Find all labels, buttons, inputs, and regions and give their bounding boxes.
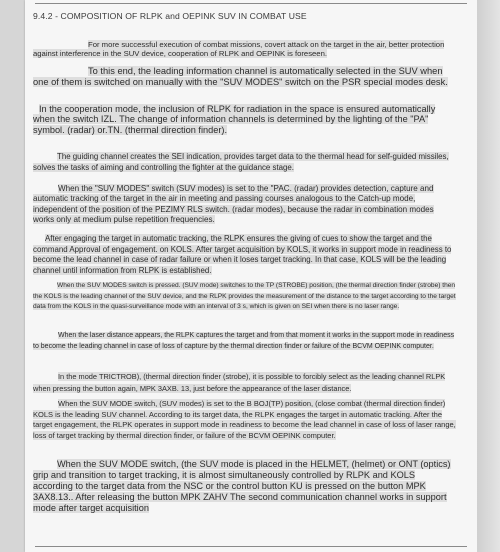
paragraph-3 — [33, 104, 457, 135]
top-rule — [35, 3, 467, 4]
bottom-rule — [35, 546, 467, 547]
paragraph-8 — [33, 330, 457, 352]
paragraph-6-text: After engaging the target in automatic tracking, the RLPK ensures the giving of cues to show the target and the command Approval of engagement. on KOLS. After target acquisition by KOLS, it works in support mode in readiness to become the lead channel in case of radar failure or when it loses target tracking. In that case, KOLS will be the leading channel until information from RLPK is established. — [33, 234, 452, 275]
paragraph-2 — [33, 66, 457, 89]
paragraph-1-text: For more successful execution of combat missions, covert attack on the target in the air, better protection against interference in the SUV device, cooperation of RLPK and OEPINK is foreseen. — [33, 40, 445, 58]
paragraph-10 — [33, 399, 457, 442]
paragraph-3-text: In the cooperation mode, the inclusion of RLPK for radiation in the space is ensured automatically when the switch IZL. The change of information channels is determined by the lighting of the "PA" symbol. (radar) or.TN. (thermal direction finder). — [33, 104, 436, 135]
paragraph-7 — [33, 281, 457, 313]
paragraph-4-text: The guiding channel creates the SEI indication, provides target data to the thermal head for self-guided missiles, solves the tasks of aiming and controlling the fighter at the guidance stage. — [33, 152, 449, 172]
paragraph-9 — [33, 371, 457, 394]
paragraph-11 — [33, 459, 457, 514]
paragraph-5 — [33, 184, 457, 226]
document-page — [25, 0, 477, 552]
section-heading: 9.4.2 - COMPOSITION OF RLPK and OEPINK SUV IN COMBAT USE — [33, 11, 307, 21]
paragraph-1 — [33, 40, 457, 58]
paragraph-4 — [33, 152, 457, 173]
paragraph-7-text: When the SUV MODES switch is pressed. (SUV mode) switches to the TP (STROBE) position, (the thermal direction finder (strobe) then the KOLS is the leading channel of the SUV device, and the RLPK provides the measurement of the distance to the target according to the target data from the KOLS in the quasi-surveillance mode with an interval of 3 s, which is given on SEI when there is no laser range. — [33, 282, 456, 311]
paragraph-11-text: When the SUV MODE switch, (the SUV mode is placed in the HELMET, (helmet) or ONT (optics) grip and transition to target tracking, it is almost simultaneously controlled by RLPK and KOLS according to the target data from the NSC or the control button KU is pressed on the button MPK 3AX8.13.. After releasing the button MPK ZAHV The second communication channel works in support mode after target acquisition — [33, 459, 451, 513]
paragraph-10-text: When the SUV MODE switch, (SUV modes) is set to the B BOJ(TP) position, (close combat (thermal direction finder) KOLS is the leading SUV channel. According to its target data, the RLPK engages the target in automatic tracking. After the target engagement, the RLPK operates in support mode in readiness to become the lead channel in case of loss of laser range, loss of target tracking by thermal direction finder, or failure of the BCVM OEPINK computer. — [33, 399, 456, 441]
page-edge-shadow — [477, 0, 500, 552]
paragraph-8-text: When the laser distance appears, the RLPK captures the target and from that moment it works in the support mode in readiness to become the leading channel in case of loss of capture by the thermal direction finder or failure of the BCVM OEPINK computer. — [33, 332, 455, 350]
paragraph-2-text: To this end, the leading information channel is automatically selected in the SUV when one of them is switched on manually with the "SUV MODES" switch on the PSR special modes desk. — [33, 66, 448, 88]
paragraph-9-text: In the mode TRICTROB), (thermal direction finder (strobe), it is possible to forcibly select as the leading channel RLPK when pressing the button again, MPK 3AXB. 13, just before the appearance of the laser distance. — [33, 372, 446, 393]
paragraph-5-text: When the "SUV MODES" switch (SUV modes) is set to the "PAC. (radar) provides detection, capture and automatic tracking of the target in the air in meeting and passing courses analogous to the Catch-up mode, independent of the position of the PEZIMY RLS switch. (radar modes), because the radar in combination modes works only at medium pulse repetition frequencies. — [33, 184, 434, 225]
paragraph-6 — [33, 234, 457, 276]
